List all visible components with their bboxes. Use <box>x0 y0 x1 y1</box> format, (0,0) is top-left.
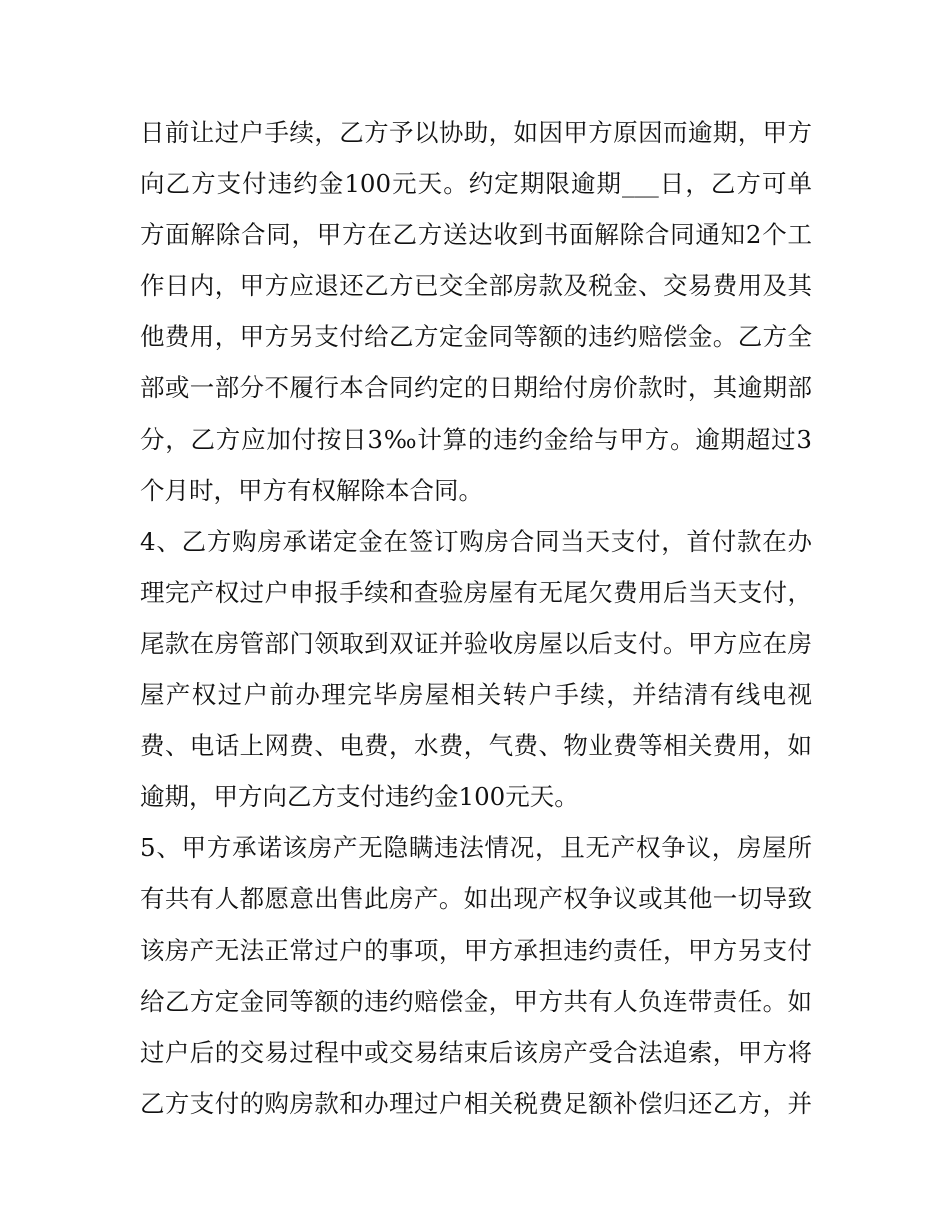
text-line: 理完产权过户申报手续和查验房屋有无尾欠费用后当天支付， <box>140 577 812 607</box>
text-line: 该房产无法正常过户的事项，甲方承担违约责任，甲方另支付 <box>140 935 812 965</box>
text-line: 他费用，甲方另支付给乙方定金同等额的违约赔偿金。乙方全 <box>140 322 812 352</box>
text-line: 费、电话上网费、电费，水费，气费、物业费等相关费用，如 <box>140 731 812 761</box>
text-line: 日前让过户手续，乙方予以协助，如因甲方原因而逾期，甲方 <box>140 118 812 147</box>
text-line: 给乙方定金同等额的违约赔偿金，甲方共有人负连带责任。如 <box>140 986 812 1016</box>
text-line: 乙方支付的购房款和办理过户相关税费足额补偿归还乙方，并 <box>140 1088 812 1118</box>
text-line: 方面解除合同，甲方在乙方送达收到书面解除合同通知2个工 <box>140 220 812 250</box>
text-line: 逾期，甲方向乙方支付违约金100元天。 <box>140 782 579 812</box>
text-line: 5、甲方承诺该房产无隐瞒违法情况，且无产权争议，房屋所 <box>140 833 812 863</box>
text-line: 有共有人都愿意出售此房产。如出现产权争议或其他一切导致 <box>140 884 812 914</box>
text-line: 向乙方支付违约金100元天。约定期限逾期___日，乙方可单 <box>140 169 812 199</box>
text-line: 分，乙方应加付按日3‰计算的违约金给与甲方。逾期超过3 <box>140 424 812 454</box>
text-line: 屋产权过户前办理完毕房屋相关转户手续，并结清有线电视 <box>140 680 812 710</box>
text-line: 个月时，甲方有权解除本合同。 <box>140 475 483 505</box>
text-line: 作日内，甲方应退还乙方已交全部房款及税金、交易费用及其 <box>140 271 812 301</box>
text-line: 过户后的交易过程中或交易结束后该房产受合法追索，甲方将 <box>140 1037 812 1067</box>
contract-body-text <box>140 107 812 1129</box>
text-line: 4、乙方购房承诺定金在签订购房合同当天支付，首付款在办 <box>140 526 812 556</box>
text-line: 部或一部分不履行本合同约定的日期给付房价款时，其逾期部 <box>140 373 812 403</box>
text-line: 尾款在房管部门领取到双证并验收房屋以后支付。甲方应在房 <box>140 628 812 658</box>
